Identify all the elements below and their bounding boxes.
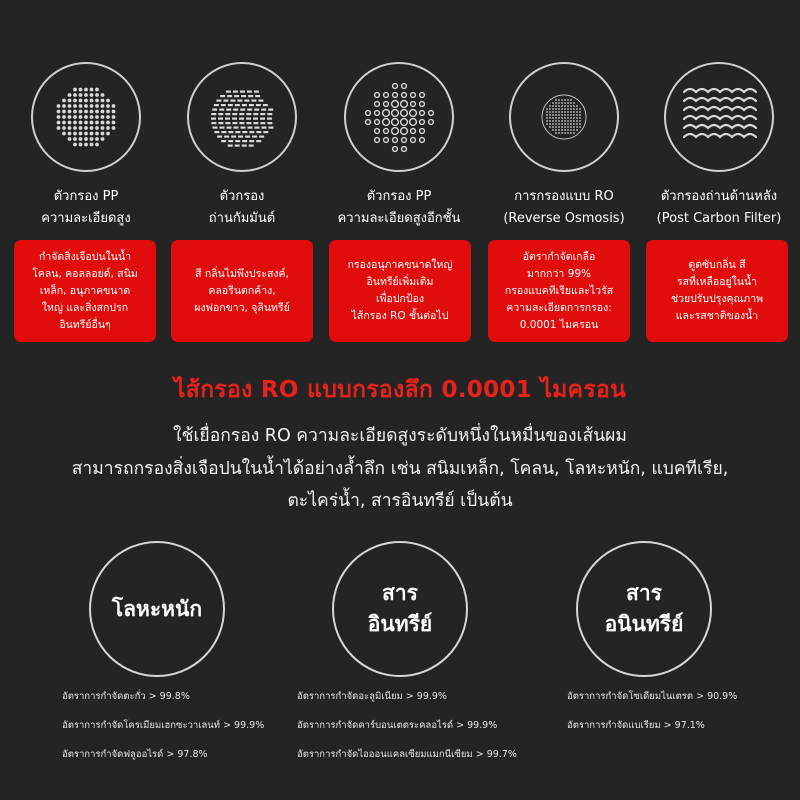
filter-description-box: กรองอนุภาคขนาดใหญ่ อินทรีย์เพิ่มเติม เพื่อปกป้อง ไส้กรอง RO ชั้นต่อไป <box>329 240 471 342</box>
category-organic <box>332 541 468 677</box>
headline: ไส้กรอง RO แบบกรองลึก 0.0001 ไมครอน <box>173 377 627 403</box>
subtext-line: ตะไคร่น้ำ, สารอินทรีย์ เป็นต้น <box>287 491 513 511</box>
category-inorganic <box>576 541 712 677</box>
category-label: สาร <box>626 581 662 605</box>
rate-item: อัตราการกำจัดตะกั่ว > 99.8% <box>62 691 190 702</box>
category-label: อินทรีย์ <box>367 612 433 636</box>
rates-heavy-metals <box>62 690 264 777</box>
rate-item: อัตราการกำจัดคาร์บอนเตตระคลอไรด์ > 99.9% <box>297 720 498 731</box>
filter-description-box: สี กลิ่นไม่พึงประสงค์, คลอรีนตกค้าง, ผงฟอกขาว, จุลินทรีย์ <box>171 240 313 342</box>
rate-item: อัตราการกำจัดฟลูออไรด์ > 97.8% <box>62 749 208 760</box>
filter-stage-pp <box>12 62 160 230</box>
filter-title: ตัวกรอง ถ่านกัมมันต์ <box>208 189 276 226</box>
rate-item: อัตราการกำจัดโครเมียมเฮกซะวาเลนท์ > 99.9% <box>62 720 265 731</box>
subtext-line: ใช้เยื่อกรอง RO ความละเอียดสูงระดับหนึ่งในหมื่นของเส้นผม <box>173 426 627 446</box>
dotted-mesh-icon <box>31 62 141 172</box>
subtext-line: สามารถกรองสิ่งเจือปนในน้ำได้อย่างล้ำลึก เช่น สนิมเหล็ก, โคลน, โลหะหนัก, แบคทีเรีย, <box>71 459 729 479</box>
filter-description-box: กำจัดสิ่งเจือปนในน้ำ โคลน, คอลลอยด์, สนิม เหล็ก, อนุภาคขนาด ใหญ่ และสิ่งสกปรก อินทรีย์อื่นๆ <box>14 240 156 342</box>
wave-lines-icon <box>664 62 774 172</box>
rate-item: อัตราการกำจัดไอออนแคลเซียมแมกนีเซียม > 99.7% <box>297 749 517 760</box>
rate-item: อัตราการกำจัดโซเดียมไนเตรต > 90.9% <box>567 691 738 702</box>
filter-description-box: ดูดซับกลิ่น สี รสที่เหลืออยู่ในน้ำ ช่วยปรับปรุงคุณภาพ และรสชาติของน้ำ <box>646 240 788 342</box>
filter-stage-activated-carbon <box>168 62 316 230</box>
category-label: โลหะหนัก <box>111 596 203 621</box>
filter-title: การกรองแบบ RO (Reverse Osmosis) <box>503 189 625 226</box>
filter-stage-ro <box>490 62 638 230</box>
rate-item: อัตราการกำจัดแบเรียม > 97.1% <box>567 720 705 731</box>
open-circles-icon <box>344 62 454 172</box>
rates-inorganic <box>567 690 737 748</box>
filter-stage-post-carbon <box>645 62 793 230</box>
rates-organic <box>297 690 517 777</box>
category-heavy-metals <box>89 541 225 677</box>
category-label: อนินทรีย์ <box>604 612 684 636</box>
filter-title: ตัวกรองถ่านด้านหลัง (Post Carbon Filter) <box>656 189 782 226</box>
category-label: สาร <box>382 581 418 605</box>
filter-title: ตัวกรอง PP ความละเอียดสูงอีกชั้น <box>337 189 461 226</box>
filter-stage-pp-second <box>325 62 473 230</box>
filter-description-box: อัตรากำจัดเกลือ มากกว่า 99% กรองแบคทีเรียและไวรัส ความละเอียดการกรอง: 0.0001 ไมครอน <box>488 240 630 342</box>
filter-title: ตัวกรอง PP ความละเอียดสูง <box>41 189 131 226</box>
fine-mesh-icon <box>509 62 619 172</box>
striped-mesh-icon <box>187 62 297 172</box>
rate-item: อัตราการกำจัดอะลูมิเนียม > 99.9% <box>297 691 447 702</box>
